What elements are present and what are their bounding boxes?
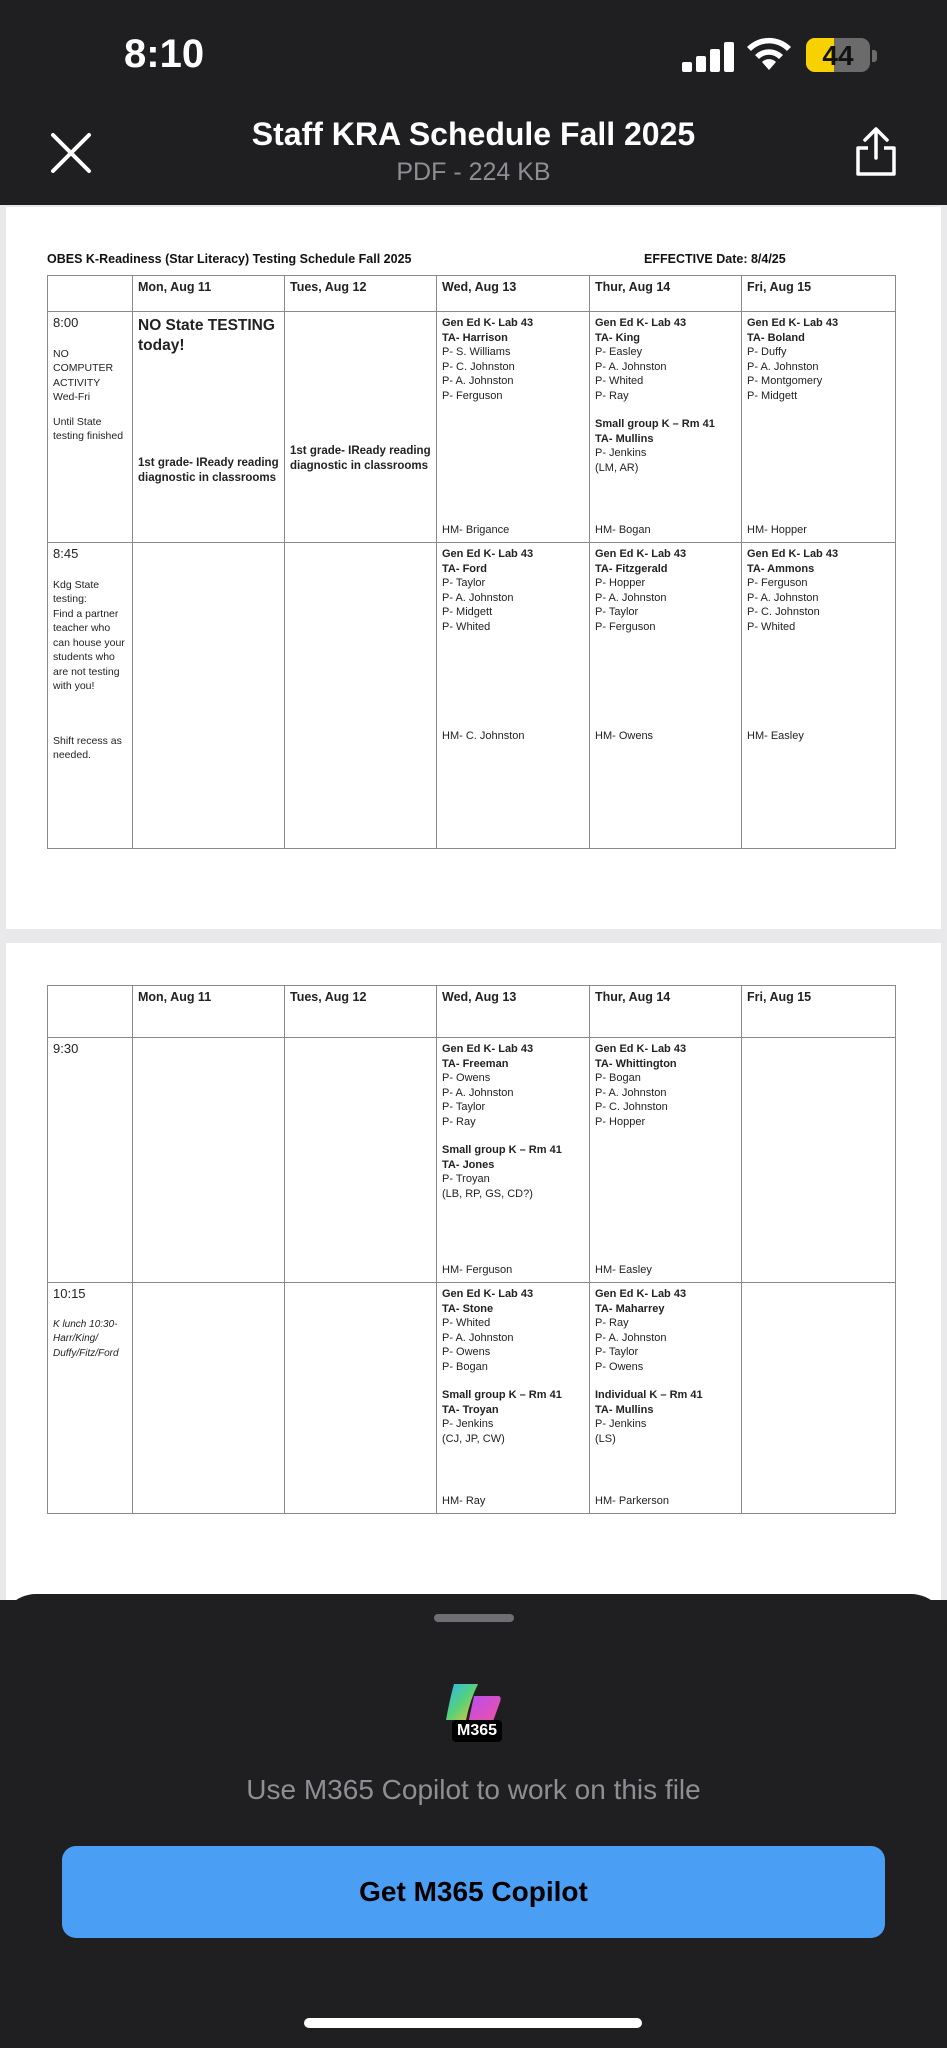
m365-badge: M365	[452, 1720, 502, 1742]
time-cell: 9:30	[48, 1038, 133, 1283]
day-header: Wed, Aug 13	[437, 276, 590, 312]
pdf-viewer[interactable]	[0, 205, 947, 1600]
schedule-cell	[742, 1283, 896, 1514]
battery-icon	[806, 38, 870, 72]
schedule-cell: Gen Ed K- Lab 43 TA- King P- Easley P- A. Johnston P- Whited P- Ray Small group K – Rm 41 TA- Mullins P- Jenkins (LM, AR) HM- Bogan	[590, 312, 742, 543]
schedule-cell: Gen Ed K- Lab 43 TA- Ammons P- Ferguson P- A. Johnston P- C. Johnston P- Whited HM- Easley	[742, 543, 896, 849]
day-header: Thur, Aug 14	[590, 986, 742, 1038]
time-cell: 10:15 K lunch 10:30- Harr/King/ Duffy/Fitz/Ford	[48, 1283, 133, 1514]
table-row	[48, 543, 896, 849]
home-indicator[interactable]	[304, 2018, 642, 2028]
table-row	[48, 1038, 896, 1283]
schedule-cell: Gen Ed K- Lab 43 TA- Whittington P- Bogan P- A. Johnston P- C. Johnston P- Hopper HM- Easley	[590, 1038, 742, 1283]
schedule-cell: Gen Ed K- Lab 43 TA- Maharrey P- Ray P- A. Johnston P- Taylor P- Owens Individual K – Rm 41 TA- Mullins P- Jenkins (LS) HM- Parkerson	[590, 1283, 742, 1514]
pdf-page-1	[6, 207, 941, 929]
share-icon[interactable]	[852, 126, 900, 178]
schedule-cell	[285, 1038, 437, 1283]
copilot-message: Use M365 Copilot to work on this file	[246, 1774, 701, 1805]
status-time: 8:10	[124, 32, 205, 76]
schedule-cell	[133, 1038, 285, 1283]
status-bar	[0, 0, 947, 110]
schedule-cell: Gen Ed K- Lab 43 TA- Boland P- Duffy P- A. Johnston P- Montgomery P- Midgett HM- Hopper	[742, 312, 896, 543]
day-header: Fri, Aug 15	[742, 276, 896, 312]
wifi-icon	[744, 36, 794, 72]
table-header-row	[48, 986, 896, 1038]
day-header: Tues, Aug 12	[285, 986, 437, 1038]
table-header-row	[48, 276, 896, 312]
pdf-page-2	[6, 943, 941, 1600]
time-cell: 8:45 Kdg State testing: Find a partner teacher who can house your students who are not testing with you! Shift recess as needed.	[48, 543, 133, 849]
document-meta: PDF - 224 KB	[396, 158, 551, 186]
schedule-cell	[285, 543, 437, 849]
schedule-cell: Gen Ed K- Lab 43 TA- Fitzgerald P- Hopper P- A. Johnston P- Taylor P- Ferguson HM- Owens	[590, 543, 742, 849]
schedule-cell: Gen Ed K- Lab 43 TA- Harrison P- S. Williams P- C. Johnston P- A. Johnston P- Ferguson HM- Brigance	[437, 312, 590, 543]
battery-level: 44	[822, 40, 854, 71]
time-cell: 8:00 NO COMPUTER ACTIVITY Wed-Fri Until State testing finished	[48, 312, 133, 543]
schedule-cell	[133, 543, 285, 849]
day-header: Thur, Aug 14	[590, 276, 742, 312]
schedule-table-1	[47, 275, 896, 849]
table-row	[48, 1283, 896, 1514]
viewer-header	[0, 110, 947, 205]
schedule-cell: Gen Ed K- Lab 43 TA- Ford P- Taylor P- A. Johnston P- Midgett P- Whited HM- C. Johnston	[437, 543, 590, 849]
schedule-cell: Gen Ed K- Lab 43 TA- Freeman P- Owens P- A. Johnston P- Taylor P- Ray Small group K – Rm 41 TA- Jones P- Troyan (LB, RP, GS, CD?) HM- Ferguson	[437, 1038, 590, 1283]
document-title: Staff KRA Schedule Fall 2025	[251, 116, 696, 152]
copilot-sheet	[0, 1594, 947, 2048]
day-header: Tues, Aug 12	[285, 276, 437, 312]
day-header: Mon, Aug 11	[133, 986, 285, 1038]
schedule-cell	[742, 1038, 896, 1283]
schedule-cell	[285, 1283, 437, 1514]
sheet-grabber[interactable]	[434, 1614, 514, 1622]
table-row	[48, 312, 896, 543]
schedule-cell: Gen Ed K- Lab 43 TA- Stone P- Whited P- A. Johnston P- Owens P- Bogan Small group K – Rm 41 TA- Troyan P- Jenkins (CJ, JP, CW) HM- Ray	[437, 1283, 590, 1514]
schedule-cell	[133, 1283, 285, 1514]
cellular-signal-icon	[682, 42, 734, 72]
day-header: Wed, Aug 13	[437, 986, 590, 1038]
effective-date: EFFECTIVE Date: 8/4/25	[644, 252, 786, 266]
day-header: Mon, Aug 11	[133, 276, 285, 312]
schedule-cell: 1st grade- IReady reading diagnostic in classrooms	[285, 312, 437, 543]
schedule-cell: NO State TESTING today! 1st grade- IReady reading diagnostic in classrooms	[133, 312, 285, 543]
schedule-heading: OBES K-Readiness (Star Literacy) Testing Schedule Fall 2025	[47, 252, 412, 266]
schedule-table-2	[47, 985, 896, 1514]
day-header: Fri, Aug 15	[742, 986, 896, 1038]
get-copilot-button[interactable]: Get M365 Copilot	[62, 1846, 885, 1938]
